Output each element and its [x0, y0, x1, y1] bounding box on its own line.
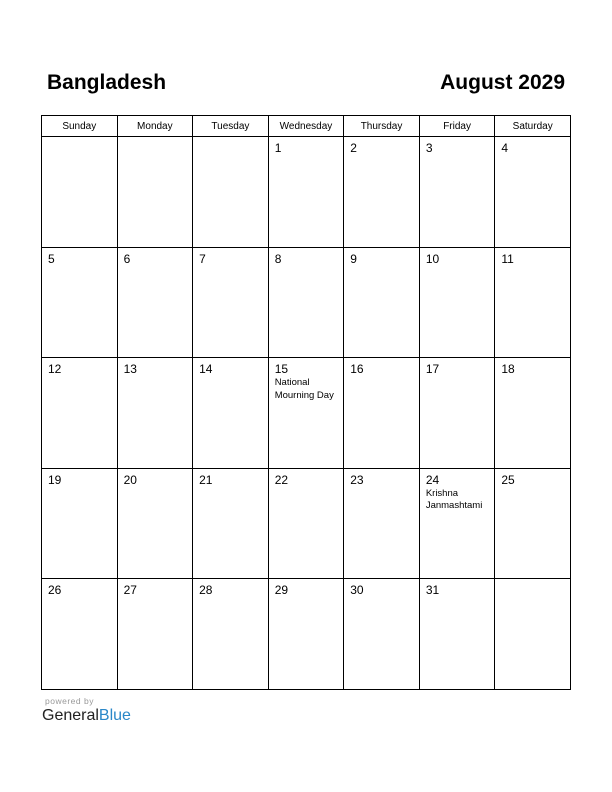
weekday-monday: Monday: [117, 116, 193, 137]
day-number: 6: [123, 251, 131, 266]
day-cell: [117, 468, 193, 579]
day-cell: [419, 137, 495, 248]
day-number: 15: [274, 362, 289, 376]
day-number: 3: [425, 141, 433, 155]
day-cell: [344, 247, 420, 358]
day-number: 21: [199, 472, 213, 487]
day-cell: [268, 247, 344, 358]
day-cell: [495, 468, 571, 579]
day-cell: [344, 358, 420, 469]
powered-by-text: powered by: [45, 696, 94, 706]
weekday-thursday: Thursday: [344, 116, 420, 137]
weekday-wednesday: Wednesday: [268, 116, 344, 137]
month-title: August 2029: [440, 71, 565, 94]
day-cell: [344, 579, 420, 690]
day-number: 23: [350, 472, 364, 487]
week-row: [42, 137, 571, 248]
day-cell: [117, 579, 193, 690]
day-number: 12: [48, 362, 62, 376]
day-number: 14: [199, 362, 213, 376]
weekday-header-row: [42, 116, 571, 137]
day-cell: [42, 468, 118, 579]
day-cell: [419, 247, 495, 358]
day-cell: [419, 358, 495, 469]
day-number: 10: [425, 251, 440, 266]
day-number: 8: [274, 251, 282, 266]
brand-blue: Blue: [98, 707, 131, 724]
day-number: 18: [501, 362, 515, 376]
day-cell: [344, 468, 420, 579]
day-number: 20: [123, 472, 137, 487]
holiday-label: Krishna Janmashtami: [425, 487, 483, 511]
day-cell: [193, 579, 269, 690]
day-number: 22: [274, 472, 289, 487]
day-cell: [495, 137, 571, 248]
week-row: [42, 579, 571, 690]
generalblue-logo: [42, 707, 131, 725]
weekday-sunday: Sunday: [42, 116, 118, 137]
day-cell: [193, 468, 269, 579]
day-number: 7: [199, 251, 206, 266]
country-title: Bangladesh: [47, 71, 167, 94]
day-cell: [42, 247, 118, 358]
day-number: 27: [123, 583, 137, 597]
day-number: 25: [501, 472, 515, 487]
week-row: [42, 468, 571, 579]
week-row: [42, 247, 571, 358]
weekday-friday: Friday: [419, 116, 495, 137]
day-cell: [419, 468, 495, 579]
day-number: 9: [350, 251, 357, 266]
day-number: 24: [425, 472, 440, 487]
day-cell: [495, 579, 571, 690]
day-cell: [268, 358, 344, 469]
day-cell: [268, 468, 344, 579]
day-number: 1: [274, 141, 282, 155]
day-number: 29: [274, 583, 289, 597]
calendar-grid: [41, 115, 571, 690]
weekday-saturday: Saturday: [495, 116, 571, 137]
day-number: 31: [425, 583, 440, 597]
brand-general: General: [42, 707, 99, 724]
day-cell: [268, 579, 344, 690]
day-number: 2: [350, 141, 357, 155]
day-number: 30: [350, 583, 364, 597]
day-cell: [193, 358, 269, 469]
day-cell: [42, 137, 118, 248]
day-number: 28: [199, 583, 213, 597]
day-number: 13: [123, 362, 137, 376]
day-number: 5: [48, 251, 55, 266]
day-cell: [419, 579, 495, 690]
day-number: 17: [425, 362, 440, 376]
day-cell: [117, 358, 193, 469]
day-number: 4: [501, 141, 509, 155]
day-cell: [193, 247, 269, 358]
week-row: [42, 358, 571, 469]
day-cell: [42, 358, 118, 469]
footer-branding: [42, 696, 131, 725]
day-cell: [117, 247, 193, 358]
day-cell: [193, 137, 269, 248]
day-cell: [344, 137, 420, 248]
day-cell: [117, 137, 193, 248]
day-number: 26: [48, 583, 62, 597]
day-cell: [42, 579, 118, 690]
day-number: 16: [350, 362, 364, 376]
day-number: 11: [501, 251, 514, 266]
day-cell: [495, 247, 571, 358]
day-cell: [268, 137, 344, 248]
weekday-tuesday: Tuesday: [193, 116, 269, 137]
day-cell: [495, 358, 571, 469]
day-number: 19: [48, 472, 62, 487]
holiday-label: National Mourning Day: [274, 377, 334, 401]
